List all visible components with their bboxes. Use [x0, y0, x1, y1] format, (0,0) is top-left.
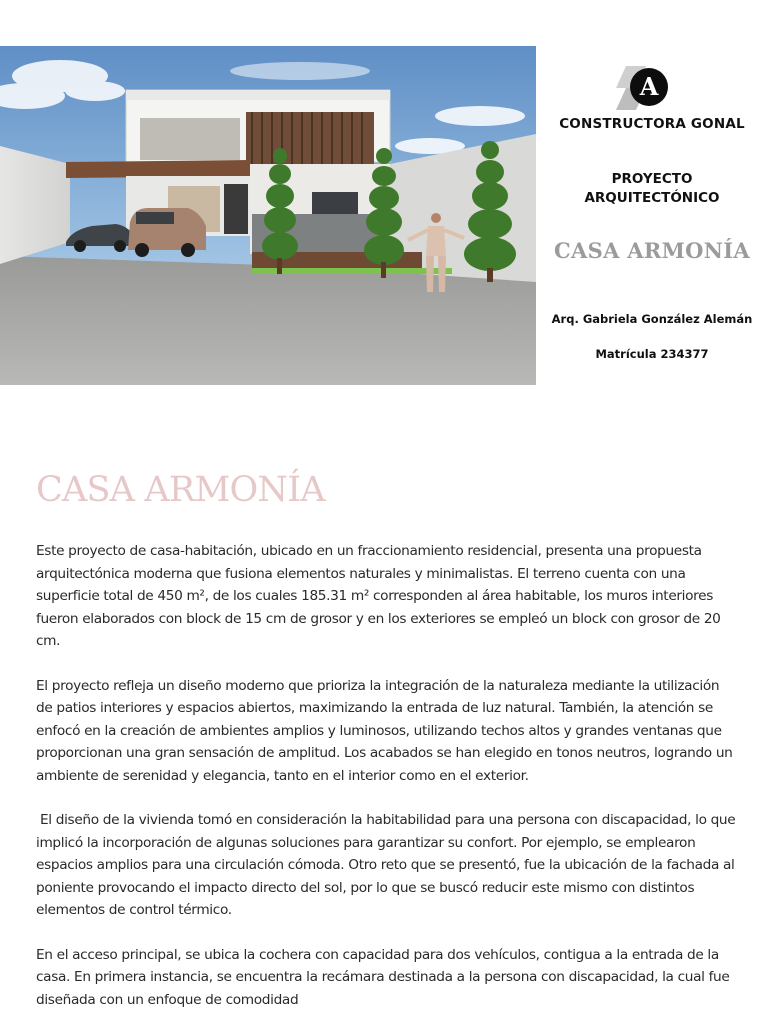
project-name: CASA ARMONÍA [554, 238, 750, 263]
paragraph-2: El proyecto refleja un diseño moderno que prioriza la integración de la naturaleza mediante la utilización de patios interiores y espacios abiertos, maximizando la entrada de luz natural. También, la atención se enfocó en la creación de ambientes amplios y luminosos, utilizando techos altos y grandes ventanas que proporcionan una gran sensación de amplitud. Los acabados se han elegido en tonos neutros, logrando un ambiente de serenidad y elegancia, tanto en el interior como en el exterior. [36, 677, 733, 784]
project-type-line-1: PROYECTO [611, 171, 693, 187]
svg-text:A: A [639, 72, 659, 101]
title-card [536, 46, 768, 385]
company-name: CONSTRUCTORA GONAL [559, 116, 745, 132]
company-logo-icon [612, 66, 672, 110]
paragraph-4: En el acceso principal, se ubica la cochera con capacidad para dos vehículos, contigua a la entrada de la casa. En primera instancia, se encuentra la recámara destinada a la persona con discapacidad, la cual fue diseñada con un enfoque de comodidad [36, 946, 730, 1008]
document-body [36, 540, 736, 1033]
project-type-line-2: ARQUITECTÓNICO [584, 190, 720, 206]
document-heading: CASA ARMONÍA [36, 470, 325, 510]
paragraph-1: Este proyecto de casa-habitación, ubicado en un fraccionamiento residencial, presenta una propuesta arquitectónica moderna que fusiona elementos naturales y minimalistas. El terreno cuenta con una superficie total de 450 m², de los cuales 185.31 m² corresponden al área habitable, los muros interiores fueron elaborados con block de 15 cm de grosor y en los exteriores se empleó un block con grosor de 20 cm. [36, 543, 721, 649]
header-band [0, 46, 768, 385]
license-number: Matrícula 234377 [595, 347, 709, 361]
house-render-image [0, 46, 536, 385]
architect-name: Arq. Gabriela González Alemán [551, 312, 753, 326]
paragraph-3: El diseño de la vivienda tomó en consideración la habitabilidad para una persona con discapacidad, lo que implicó la incorporación de algunas soluciones para garantizar su confort. Por ejemplo, se emplearon espacios amplios para una circulación cómoda. Otro reto que se presentó, fue la ubicación de la fachada al poniente provocando el impacto directo del sol, por lo que se buscó reducir este mismo con distintos elementos de control térmico. [36, 812, 736, 918]
project-type [536, 170, 768, 208]
